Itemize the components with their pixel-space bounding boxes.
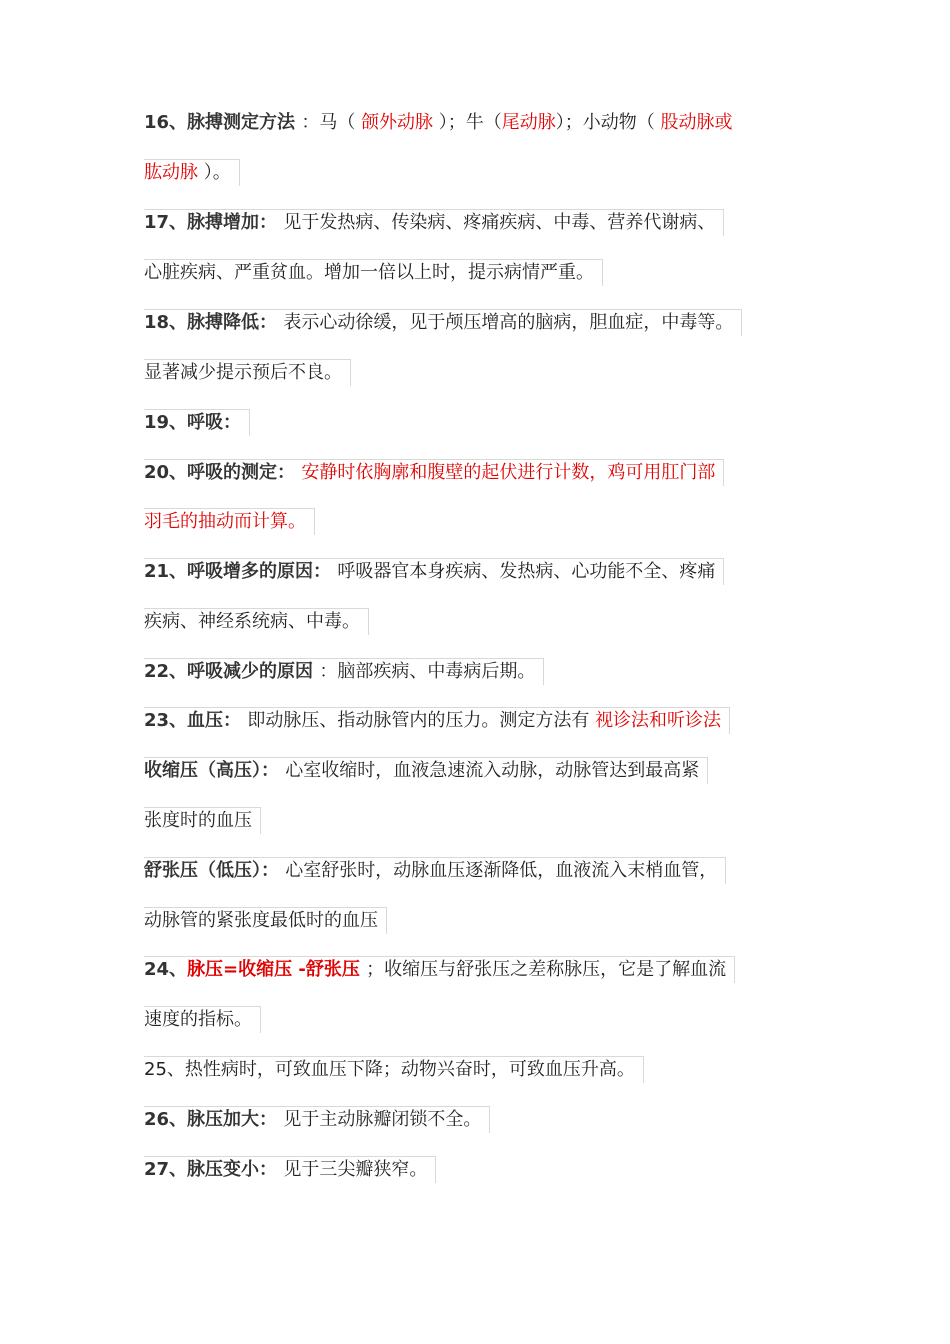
text-line (144, 907, 387, 934)
highlight-text: 肱动脉 (144, 162, 198, 183)
body-text: 见于发热病、传染病、疼痛疾病、中毒、营养代谢病、 (283, 212, 716, 233)
highlight-text: 尾动脉 (501, 112, 556, 133)
text-line (144, 1156, 436, 1183)
body-text: ）；小动物（ (555, 112, 661, 133)
body-text: 表示心动徐缓，见于颅压增高的脑病，胆血症，中毒等。 (283, 312, 734, 333)
text-line (144, 558, 724, 585)
highlight-text: 颌外动脉 (361, 112, 434, 133)
text-line (144, 807, 261, 834)
body-text: ：脑部疾病、中毒病后期。 (319, 661, 536, 682)
text-line (144, 110, 741, 136)
text-line (144, 259, 603, 286)
text-line (144, 658, 544, 685)
highlight-text: 羽毛的抽动而计算。 (144, 511, 306, 532)
text-line (144, 508, 315, 535)
item-heading: 21、呼吸增多的原因： (144, 561, 338, 582)
highlight-text: 脉压=收缩压 -舒张压 (187, 959, 367, 980)
body-text: 即动脉压、指动脉管内的压力。测定方法有 (247, 710, 596, 731)
highlight-text: 视诊法和听诊法 (595, 710, 722, 731)
body-text: 动脉管的紧张度最低时的血压 (144, 910, 378, 931)
text-line (144, 209, 724, 236)
text-line (144, 359, 351, 386)
text-line (144, 608, 369, 635)
body-text: 见于主动脉瓣闭锁不全。 (283, 1109, 482, 1130)
body-text: 显著减少提示预后不良。 (144, 362, 342, 383)
body-text: ）；牛（ (433, 112, 502, 133)
body-text: 张度时的血压 (144, 810, 252, 831)
text-line (144, 459, 724, 486)
item-heading: 24、 (144, 959, 188, 980)
text-line (144, 1006, 261, 1033)
body-text: 速度的指标。 (144, 1009, 252, 1030)
item-heading: 18、脉搏降低： (144, 312, 284, 333)
item-heading: 20、呼吸的测定： (144, 462, 302, 483)
item-heading: 舒张压（低压）： (144, 860, 286, 881)
body-text: 心脏疾病、严重贫血。增加一倍以上时，提示病情严重。 (144, 262, 594, 283)
highlight-text: 股动脉或 (660, 112, 733, 133)
text-line (144, 857, 726, 884)
body-text: 呼吸器官本身疾病、发热病、心功能不全、疼痛 (337, 561, 716, 582)
body-text: 心室收缩时，血液急速流入动脉，动脉管达到最高紧 (285, 760, 700, 781)
text-line (144, 309, 742, 336)
text-line (144, 1106, 490, 1133)
body-text: 疾病、神经系统病、中毒。 (144, 611, 360, 632)
item-heading: 19、呼吸： (144, 412, 242, 433)
item-heading: 17、脉搏增加： (144, 212, 284, 233)
item-heading: 23、血压： (144, 710, 248, 731)
item-heading: 16、脉搏测定方法 (144, 112, 302, 133)
body-text: ：马（ (301, 112, 362, 133)
body-text: 25、热性病时，可致血压下降；动物兴奋时，可致血压升高。 (144, 1059, 635, 1080)
text-line (144, 707, 730, 734)
item-heading: 22、呼吸减少的原因 (144, 661, 320, 682)
item-heading: 26、脉压加大： (144, 1109, 284, 1130)
text-line (144, 409, 250, 436)
text-line (144, 159, 240, 186)
text-line (144, 757, 708, 784)
body-text: 心室舒张时，动脉血压逐渐降低，血液流入末梢血管， (285, 860, 718, 881)
text-line (144, 956, 735, 983)
text-line (144, 1056, 644, 1083)
item-heading: 27、脉压变小： (144, 1159, 284, 1180)
body-text: ；收缩压与舒张压之差称脉压，它是了解血流 (366, 959, 727, 980)
body-text: ）。 (198, 162, 231, 183)
highlight-text: 安静时依胸廓和腹壁的起伏进行计数，鸡可用肛门部 (301, 462, 716, 483)
item-heading: 收缩压（高压）： (144, 760, 286, 781)
body-text: 见于三尖瓣狭窄。 (283, 1159, 428, 1180)
